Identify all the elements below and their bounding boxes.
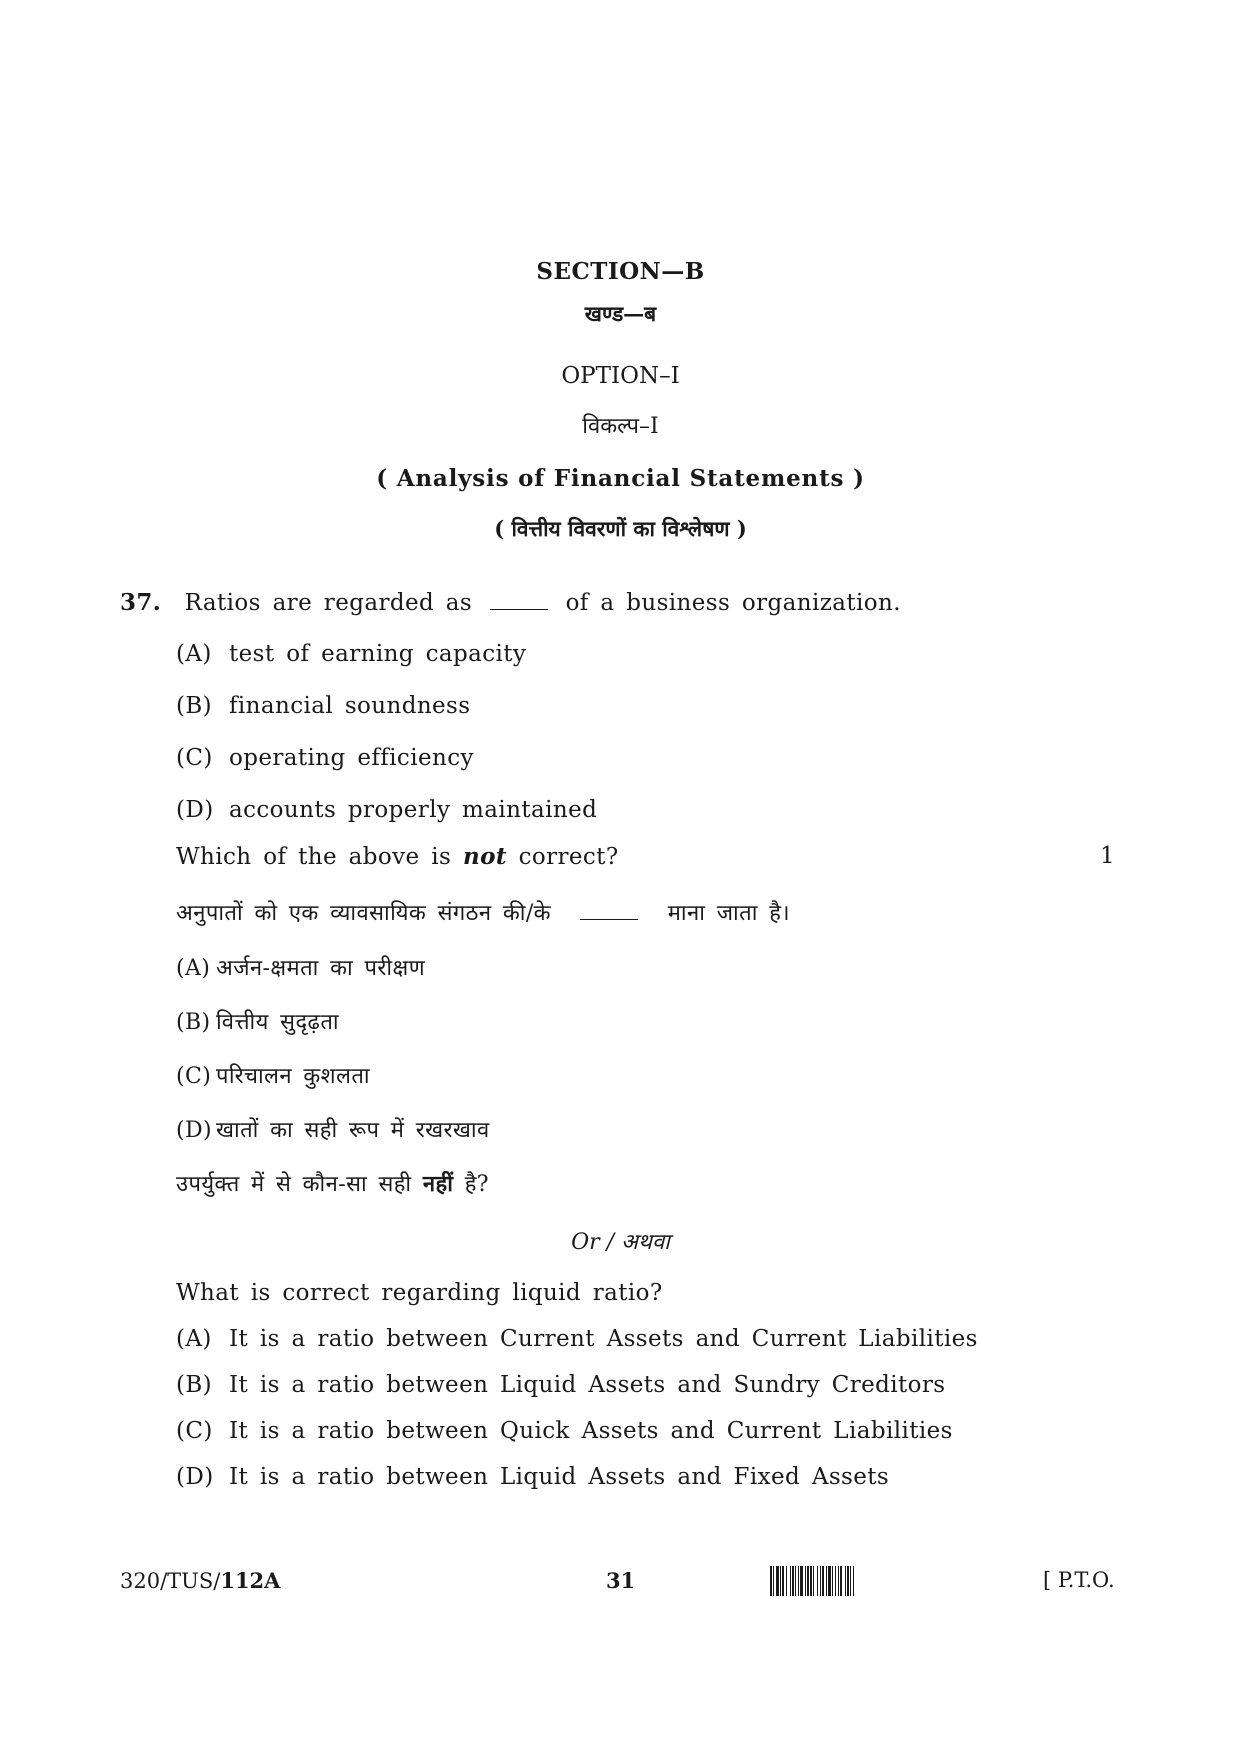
option-text: It is a ratio between Quick Assets and Current Liabilities bbox=[229, 1418, 953, 1444]
option-en-d bbox=[176, 797, 597, 823]
prompt-hindi-before: उपर्युक्त में से कौन-सा सही bbox=[176, 1172, 412, 1197]
option-text: It is a ratio between Current Assets and Current Liabilities bbox=[229, 1326, 978, 1352]
question-prompt bbox=[176, 843, 619, 870]
option-text: financial soundness bbox=[229, 693, 471, 719]
prompt-after: correct? bbox=[518, 844, 619, 870]
prompt-hindi-after: है? bbox=[464, 1172, 489, 1197]
option-text: It is a ratio between Liquid Assets and Fixed Assets bbox=[229, 1464, 890, 1490]
option-letter: (B) bbox=[176, 1372, 213, 1398]
option-hi-d bbox=[176, 1114, 490, 1144]
or-separator: Or / अथवा bbox=[571, 1230, 670, 1255]
option-letter: (A) bbox=[176, 1326, 212, 1352]
option-text: खातों का सही रूप में रखरखाव bbox=[216, 1118, 490, 1143]
option-text: अर्जन-क्षमता का परीक्षण bbox=[216, 956, 425, 981]
marks: 1 bbox=[1100, 843, 1116, 869]
option-text: वित्तीय सुदृढ़ता bbox=[216, 1010, 339, 1035]
option-en-a bbox=[176, 641, 526, 667]
option-letter: (C) bbox=[176, 1418, 213, 1444]
stem-hindi-after: माना जाता है। bbox=[667, 901, 791, 926]
alt-option-b bbox=[176, 1372, 945, 1398]
option-hi-c bbox=[176, 1060, 370, 1090]
option-hi-a bbox=[176, 952, 425, 982]
option-text: परिचालन कुशलता bbox=[216, 1064, 370, 1089]
option-letter: (B) bbox=[176, 1010, 211, 1035]
alt-option-c bbox=[176, 1418, 953, 1444]
option-letter: (B) bbox=[176, 693, 213, 719]
option-heading: OPTION–I bbox=[561, 363, 680, 389]
option-text: operating efficiency bbox=[229, 745, 474, 771]
subject-title: ( Analysis of Financial Statements ) bbox=[376, 465, 865, 492]
section-heading: SECTION—B bbox=[536, 258, 705, 285]
prompt-hindi-emphasis: नहीं bbox=[422, 1171, 454, 1197]
question-stem-after: of a business organization. bbox=[565, 590, 901, 616]
option-en-c bbox=[176, 745, 474, 771]
option-en-b bbox=[176, 693, 470, 719]
question-prompt-hindi bbox=[176, 1168, 489, 1198]
answer-blank bbox=[490, 608, 548, 610]
paper-code-prefix: 320/TUS/ bbox=[120, 1569, 221, 1593]
barcode-icon bbox=[770, 1566, 1030, 1596]
option-letter: (A) bbox=[176, 956, 211, 981]
prompt-emphasis: not bbox=[462, 843, 507, 870]
question-stem-before: Ratios are regarded as bbox=[184, 590, 473, 616]
option-letter: (A) bbox=[176, 641, 212, 667]
barcode-gap bbox=[854, 1566, 857, 1596]
option-letter: (D) bbox=[176, 1118, 213, 1143]
section-heading-hindi: खण्ड—ब bbox=[584, 301, 657, 326]
paper-code bbox=[120, 1568, 280, 1593]
option-hi-b bbox=[176, 1006, 339, 1036]
subject-title-hindi: ( वित्तीय विवरणों का विश्लेषण ) bbox=[494, 516, 747, 541]
option-letter: (C) bbox=[176, 745, 213, 771]
option-letter: (C) bbox=[176, 1064, 212, 1089]
option-text: It is a ratio between Liquid Assets and Sundry Creditors bbox=[229, 1372, 946, 1398]
pto-label: [ P.T.O. bbox=[1043, 1568, 1115, 1592]
alt-option-d bbox=[176, 1464, 889, 1490]
prompt-before: Which of the above is bbox=[176, 844, 452, 870]
alt-question-stem: What is correct regarding liquid ratio? bbox=[176, 1280, 663, 1306]
question-stem bbox=[120, 589, 901, 616]
option-letter: (D) bbox=[176, 797, 214, 823]
option-text: accounts properly maintained bbox=[229, 797, 598, 823]
question-stem-hindi bbox=[176, 897, 790, 927]
option-heading-hindi: विकल्प–I bbox=[582, 414, 659, 439]
page-number: 31 bbox=[606, 1568, 636, 1593]
option-letter: (D) bbox=[176, 1464, 214, 1490]
option-text: test of earning capacity bbox=[229, 641, 527, 667]
stem-hindi-before: अनुपातों को एक व्यावसायिक संगठन की/के bbox=[176, 901, 551, 926]
question-number: 37. bbox=[120, 589, 162, 616]
paper-code-bold: 112A bbox=[220, 1568, 281, 1593]
answer-blank-hindi bbox=[580, 918, 638, 920]
alt-option-a bbox=[176, 1326, 978, 1352]
